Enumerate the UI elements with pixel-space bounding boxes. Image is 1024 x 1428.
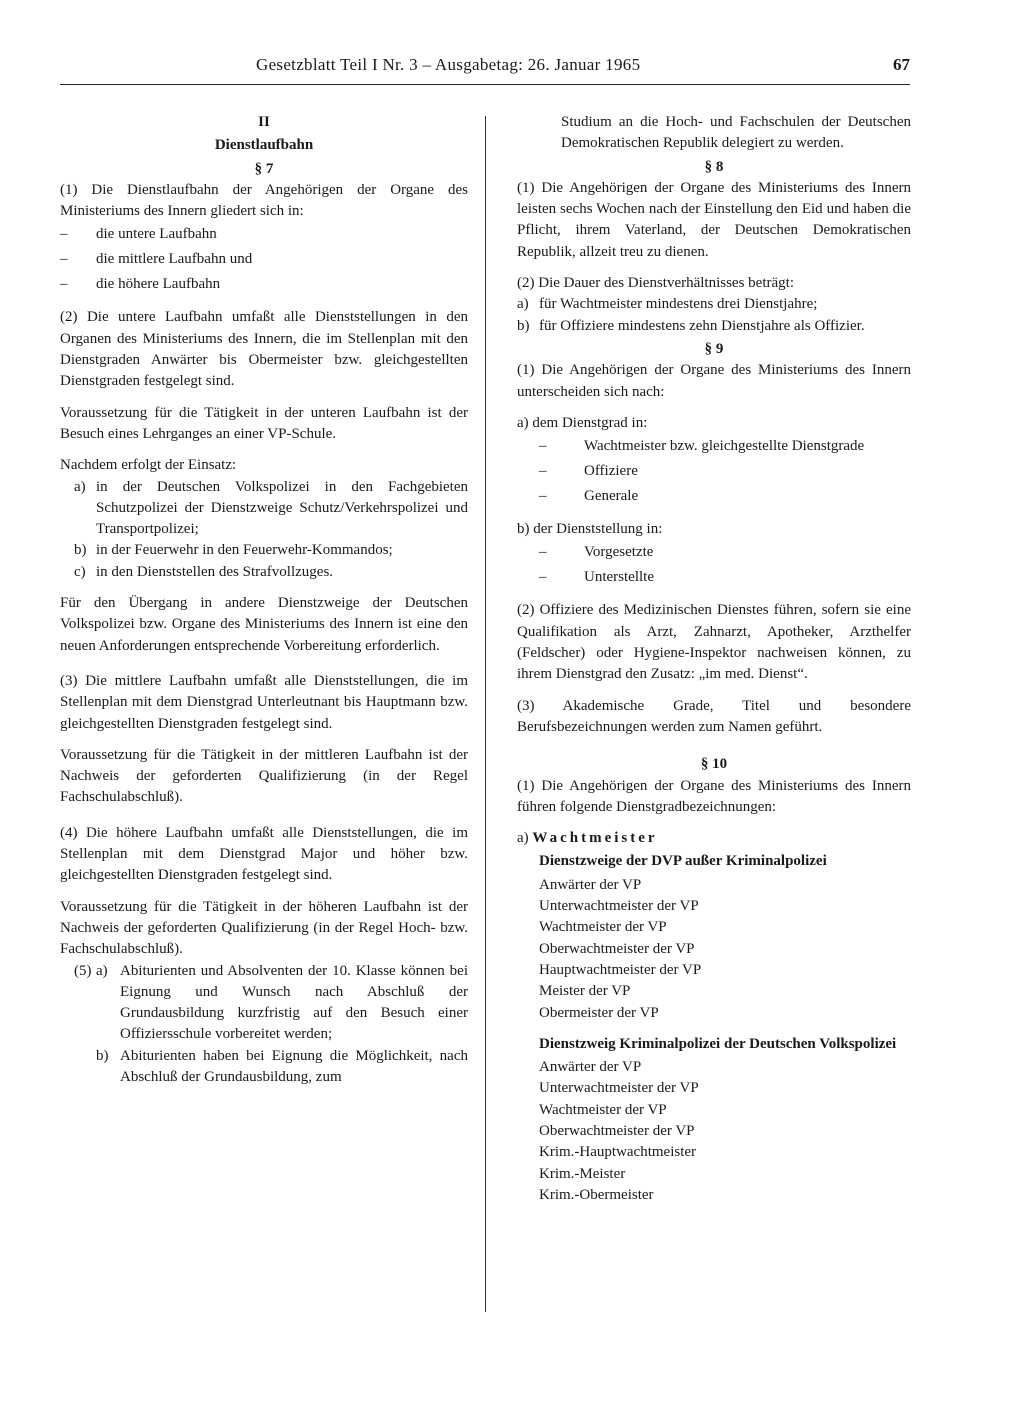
list-item: Wachtmeister der VP [539,919,667,936]
list-item: – Unterstellte [539,565,911,590]
paragraph-7-heading: § 7 [254,160,274,177]
group-1-ranks [539,875,911,1024]
p8-1: (1) Die Angehörigen der Organe des Ministeriums des Innern leisten sechs Wochen nach der Einstellung den Eid und haben die Pflicht, ihrem Vaterland, der Deutschen Demokratischen Republik, allzeit treu zu dienen. [517,179,911,260]
p9-1a-label: a) dem Dienstgrad in: [517,414,648,431]
list-item: – Generale [539,484,911,509]
p7-4: (4) Die höhere Laufbahn umfaßt alle Dienststellungen, die im Stellenplan mit dem Dienstgrad Major und höher bzw. gleichgestellten Dienstgraden festgelegt sind. [60,824,468,884]
page-header [60,52,910,85]
list-item: Anwärter der VP [539,1059,642,1076]
paragraph-8-heading: § 8 [704,158,724,175]
paragraph-10-heading: § 10 [700,756,728,773]
list-item: Hauptwachtmeister der VP [539,961,702,978]
list-item: – Vorgesetzte [539,540,911,565]
list-item: Meister der VP [539,983,631,1000]
p7-3b: Voraussetzung für die Tätigkeit in der mittleren Laufbahn ist der Nachweis der geforderten Qualifizierung (in der Regel Fachschulabschluß). [60,746,468,806]
rank-category: a) Wachtmeister [517,830,658,847]
list-item: – die höhere Laufbahn [60,272,468,297]
p9-1: (1) Die Angehörigen der Organe des Ministeriums des Innern unterscheiden sich nach: [517,362,911,400]
p7-2b: Voraussetzung für die Tätigkeit in der unteren Laufbahn ist der Besuch eines Lehrganges an einer VP-Schule. [60,404,468,442]
list-item: – die untere Laufbahn [60,222,468,247]
group-2-title: Dienstzweig Kriminalpolizei der Deutschen Volkspolizei [539,1035,897,1052]
list-item: – Wachtmeister bzw. gleichgestellte Dienstgrade [539,434,911,459]
list-item: b) in der Feuerwehr in den Feuerwehr-Kommandos; [74,542,393,559]
list-item: a) in der Deutschen Volkspolizei in den Fachgebieten Schutzpolizei der Dienstzweige Schutz/Verkehrspolizei und Transportpolizei; [74,478,468,538]
list-item: Unterwachtmeister der VP [539,1080,699,1097]
p7-4b: Voraussetzung für die Tätigkeit in der höheren Laufbahn ist der Nachweis der geforderten Qualifizierung (in der Regel Hoch- bzw. Fachschulabschluß). [60,898,468,958]
list-item: – Offiziere [539,459,911,484]
list-item: Krim.-Obermeister [539,1186,654,1203]
column-divider [485,116,486,1312]
continuation-text: Studium an die Hoch- und Fachschulen der Deutschen Demokratischen Republik delegiert zu werden. [561,114,911,152]
list-item: Obermeister der VP [539,1004,659,1021]
list-item: Unterwachtmeister der VP [539,898,699,915]
left-column [60,112,468,1088]
group-2-ranks [539,1057,911,1206]
p7-3: (3) Die mittlere Laufbahn umfaßt alle Dienststellungen, die im Stellenplan mit dem Dienstgrad Unterleutnant bis Hauptmann bzw. gleichgestellten Dienstgraden festgelegt sind. [60,672,468,732]
header-title: Gesetzblatt Teil I Nr. 3 – Ausgabetag: 26. Januar 1965 [256,55,641,74]
p9-3: (3) Akademische Grade, Titel und besondere Berufsbezeichnungen werden zum Namen geführt. [517,697,911,735]
paragraph-9-heading: § 9 [704,340,724,357]
list-item: Krim.-Meister [539,1165,626,1182]
list-item: Oberwachtmeister der VP [539,1122,695,1139]
list-item: – die mittlere Laufbahn und [60,247,468,272]
p7-2c: Nachdem erfolgt der Einsatz: [60,457,237,474]
list-item: Oberwachtmeister der VP [539,940,695,957]
section-title: Dienstlaufbahn [214,137,314,154]
p9-1b-label: b) der Dienststellung in: [517,521,663,538]
p9-2: (2) Offiziere des Medizinischen Dienstes führen, sofern sie eine Qualifikation als Arzt, Zahnarzt, Apotheker, Arzthelfer (Feldscher) oder Hygiene-Inspektor nachweisen können, zu ihrem Dienstgrad den Zusatz: „im med. Dienst“. [517,602,911,683]
page-number: 67 [893,55,910,74]
p8-2: (2) Die Dauer des Dienstverhältnisses beträgt: [517,275,794,292]
list-item: Wachtmeister der VP [539,1101,667,1118]
list-item: c) in den Dienststellen des Strafvollzuges. [74,563,334,580]
right-column [517,112,911,1206]
list-item: Anwärter der VP [539,876,642,893]
p10-1: (1) Die Angehörigen der Organe des Ministeriums des Innern führen folgende Dienstgradbezeichnungen: [517,777,911,815]
list-item: Krim.-Hauptwachtmeister [539,1144,697,1161]
list-item: (5) a) Abiturienten und Absolventen der 10. Klasse können bei Eignung und Wunsch nach Abschluß der Grundausbildung kurzfristig auf den Besuch einer Offiziersschule vorbereitet werden; [74,962,468,1043]
p7-2d: Für den Übergang in andere Dienstzweige der Deutschen Volkspolizei bzw. Organe des Ministeriums des Innern ist eine den neuen Anforderungen entsprechende Vorbereitung erforderlich. [60,595,468,654]
group-1-title: Dienstzweige der DVP außer Kriminalpolizei [539,853,827,870]
p7-1: (1) Die Dienstlaufbahn der Angehörigen der Organe des Ministeriums des Innern gliedert sich in: [60,181,468,220]
section-roman: II [258,114,270,130]
p7-2: (2) Die untere Laufbahn umfaßt alle Dienststellungen in den Organen des Ministeriums des Innern, die im Stellenplan mit den Dienstgraden Anwärter bis Obermeister bzw. gleichgestellten Dienstgraden festgelegt sind. [60,309,468,390]
list-item: b) für Offiziere mindestens zehn Dienstjahre als Offizier. [517,317,865,334]
list-item: b) Abiturienten haben bei Eignung die Möglichkeit, nach Abschluß der Grundausbildung, zum [96,1047,468,1085]
rank-category-title: Wachtmeister [532,830,658,847]
list-item: a) für Wachtmeister mindestens drei Dienstjahre; [517,296,818,313]
